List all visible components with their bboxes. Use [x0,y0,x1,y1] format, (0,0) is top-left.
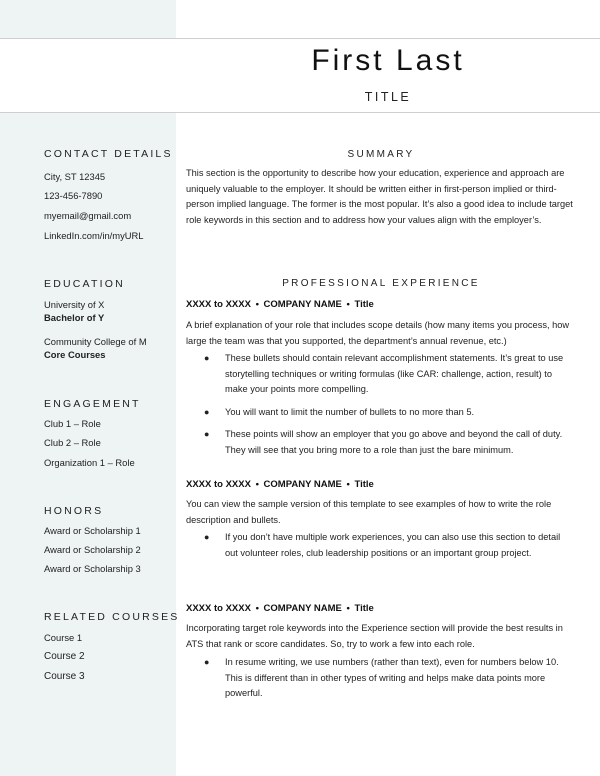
bullet-icon: ● [204,429,210,440]
job-separator: • [346,299,350,310]
job-bullets [204,530,574,568]
job-separator: • [255,299,259,310]
job-separator: • [255,479,259,490]
education-school-1: University of X [44,299,105,310]
summary-text: This section is the opportunity to describe how your education, experience and approach are uniquely valuable to the employer. It should be written either in first-person implied or third-person implied language. The former is the most popular. It’s also a good idea to include target role keywords in this section and to address how your values align with the employer’s. [186,168,573,225]
job-company: COMPANY NAME [263,479,342,490]
education-degree-2: Core Courses [44,349,106,360]
contact-email: myemail@gmail.com [44,210,132,221]
engagement-item: Organization 1 – Role [44,457,135,468]
job-dates: XXXX to XXXX [186,603,251,614]
engagement-item: Club 1 – Role [44,418,101,429]
job-company: COMPANY NAME [263,603,342,614]
job-separator: • [255,603,259,614]
job-heading [186,299,374,310]
engagement-item: Club 2 – Role [44,437,101,448]
job-bullet: ● These bullets should contain relevant accomplishment statements. It’s great to use storytelling techniques or writing formulas (like CAR: challenge, action, result) to make your points more compelling. [204,353,564,395]
experience-heading: PROFESSIONAL EXPERIENCE [282,278,480,289]
job-bullets [204,351,574,466]
candidate-name: First Last [311,44,465,77]
honors-item: Award or Scholarship 1 [44,525,141,536]
job-bullet: ● If you don’t have multiple work experiences, you can also use this section to detail out volunteer roles, club leadership positions or an important group project. [204,532,561,558]
job-bullet: ● These points will show an employer that you go above and beyond the call of duty. They will see that you bring more to a role than just the bare minimum. [204,429,563,455]
education-school-2: Community College of M [44,336,147,347]
job-role: Title [354,299,374,310]
engagement-heading: ENGAGEMENT [44,398,141,410]
contact-phone: 123-456-7890 [44,190,103,201]
job-role: Title [354,479,374,490]
related-courses-heading: RELATED COURSES [44,611,180,623]
summary-heading: SUMMARY [347,149,415,160]
job-description: A brief explanation of your role that includes scope details (how many items you process, how large the team was that you supported, the department’s annual revenue, etc.) [186,320,570,346]
job-company: COMPANY NAME [263,299,342,310]
bullet-icon: ● [204,657,210,667]
course-item: Course 3 [44,671,85,682]
honors-item: Award or Scholarship 3 [44,563,141,574]
job-bullet: ● You will want to limit the number of bullets to no more than 5. [204,405,574,421]
job-bullets [204,655,574,709]
job-description: You can view the sample version of this template to see examples of how to write the role description and bullets. [186,499,552,525]
contact-linkedin: LinkedIn.com/in/myURL [44,230,144,241]
course-item: Course 1 [44,632,83,643]
sidebar-background [0,0,176,776]
honors-heading: HONORS [44,505,104,517]
education-degree-1: Bachelor of Y [44,312,105,323]
education-heading: EDUCATION [44,278,125,290]
job-dates: XXXX to XXXX [186,479,251,490]
job-dates: XXXX to XXXX [186,299,251,310]
honors-item: Award or Scholarship 2 [44,544,141,555]
course-item: Course 2 [44,651,85,662]
job-separator: • [346,479,350,490]
job-separator: • [346,603,350,614]
bullet-icon: ● [204,532,210,542]
job-heading [186,603,374,614]
contact-city: City, ST 12345 [44,171,106,182]
candidate-title: TITLE [364,90,412,104]
bullet-icon: ● [204,406,210,417]
contact-details-heading: CONTACT DETAILS [44,148,173,160]
bullet-icon: ● [204,353,210,363]
job-heading [186,479,374,490]
job-bullet: ● In resume writing, we use numbers (rather than text), even for numbers below 10. This is different than in other types of writing and helps make data points more powerful. [204,657,559,699]
job-description: Incorporating target role keywords into the Experience section will provide the best results in ATS that rank or score candidates. So, try to work a few into each role. [186,623,563,649]
job-role: Title [354,603,374,614]
